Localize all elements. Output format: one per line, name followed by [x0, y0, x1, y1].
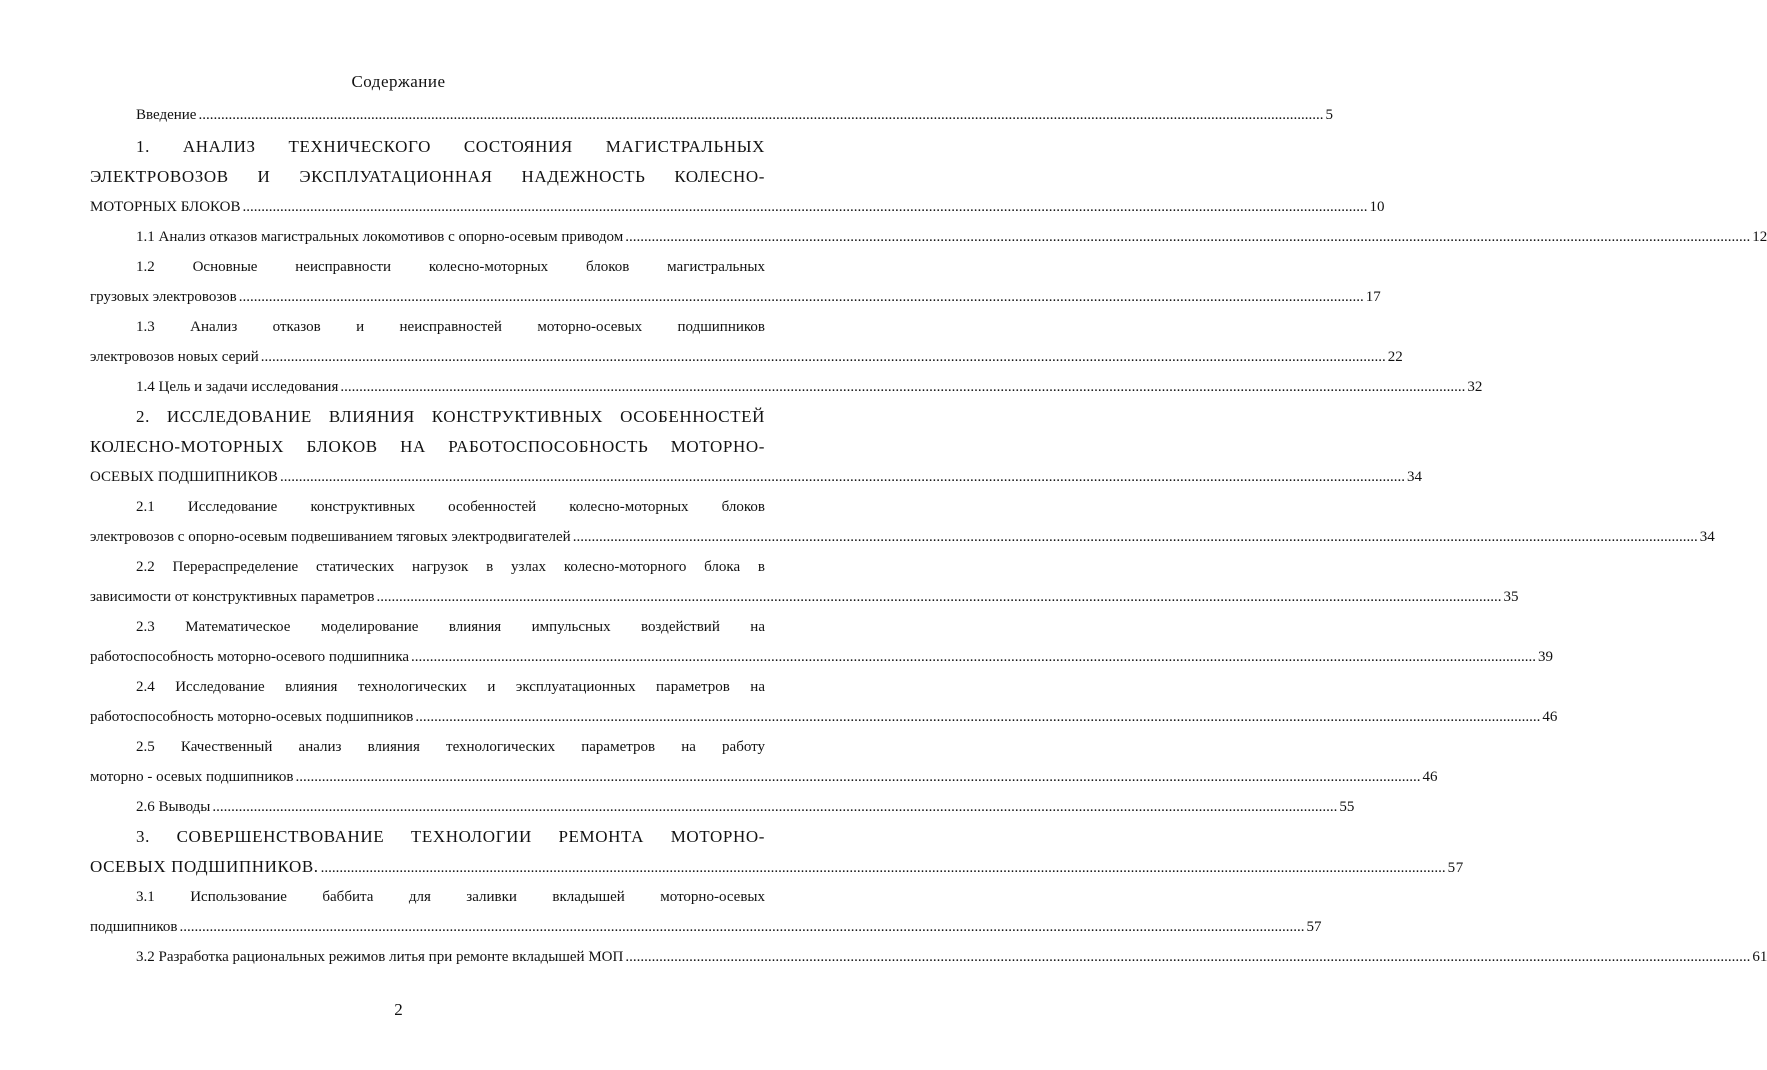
toc-entry-text: Введение	[136, 107, 197, 123]
toc-page-number: 46	[1422, 769, 1438, 785]
toc-entry-text: электровозов с опорно-осевым подвешиванием тяговых электродвигателей	[90, 529, 571, 545]
dot-leader: ............................................................................................................................................................................................................................................................................................................	[625, 949, 1751, 965]
dot-leader: ............................................................................................................................................................................................................................................................................................................	[415, 709, 1541, 725]
toc-entry-2-6	[90, 792, 1355, 822]
toc-page-number: 57	[1306, 919, 1322, 935]
toc-entry-text: МОТОРНЫХ БЛОКОВ	[90, 199, 241, 215]
dot-leader: ............................................................................................................................................................................................................................................................................................................	[238, 289, 1364, 305]
toc-page-number: 22	[1387, 349, 1403, 365]
toc-entry-introduction	[90, 100, 1333, 130]
toc-page-number: 34	[1699, 529, 1715, 545]
toc-entry-text: грузовых электровозов	[90, 289, 237, 305]
toc-entry-text: подшипников	[90, 919, 178, 935]
toc-entry-1-4	[90, 372, 1483, 402]
toc-page-number: 5	[1325, 107, 1333, 123]
toc-entry-text: моторно - осевых подшипников	[90, 769, 294, 785]
dot-leader: ............................................................................................................................................................................................................................................................................................................	[260, 349, 1386, 365]
toc-entry-text: зависимости от конструктивных параметров	[90, 589, 375, 605]
toc-entry-text: 2. ИССЛЕДОВАНИЕ ВЛИЯНИЯ КОНСТРУКТИВНЫХ ОСОБЕННОСТЕЙ	[136, 407, 765, 426]
toc-page-number: 61	[1752, 949, 1767, 965]
toc-entry-text: 2.1 Исследование конструктивных особенностей колесно-моторных блоков	[136, 499, 765, 515]
toc-entry-text: 2.5 Качественный анализ влияния технологических параметров на работу	[136, 739, 765, 755]
toc-page-number: 12	[1752, 229, 1767, 245]
toc-entry-1-3	[90, 312, 1403, 372]
dot-leader: ............................................................................................................................................................................................................................................................................................................	[625, 229, 1751, 245]
dot-leader: ............................................................................................................................................................................................................................................................................................................	[320, 860, 1446, 876]
toc-entry-chapter-3	[90, 822, 1464, 882]
toc-page-number: 39	[1538, 649, 1554, 665]
toc-page-number: 35	[1503, 589, 1519, 605]
toc-page-number: 57	[1447, 860, 1464, 876]
toc-entry-text: КОЛЕСНО-МОТОРНЫХ БЛОКОВ НА РАБОТОСПОСОБНОСТЬ МОТОРНО-	[90, 437, 765, 456]
toc-entry-text: 3. СОВЕРШЕНСТВОВАНИЕ ТЕХНОЛОГИИ РЕМОНТА МОТОРНО-	[136, 827, 765, 846]
dot-leader: ............................................................................................................................................................................................................................................................................................................	[212, 799, 1338, 815]
dot-leader: ............................................................................................................................................................................................................................................................................................................	[572, 529, 1698, 545]
toc-entry-2-2	[90, 552, 1519, 612]
toc-entry-text: 3.2 Разработка рациональных режимов литья при ремонте вкладышей МОП	[136, 949, 624, 965]
toc-entry-1-2	[90, 252, 1381, 312]
toc-entry-text: 3.1 Использование баббита для заливки вкладышей моторно-осевых	[136, 889, 765, 905]
toc-entry-text: ЭЛЕКТРОВОЗОВ И ЭКСПЛУАТАЦИОННАЯ НАДЕЖНОСТЬ КОЛЕСНО-	[90, 167, 765, 186]
dot-leader: ............................................................................................................................................................................................................................................................................................................	[376, 589, 1502, 605]
toc-entry-3-1	[90, 882, 1322, 942]
toc-entry-text: работоспособность моторно-осевых подшипников	[90, 709, 414, 725]
dot-leader: ............................................................................................................................................................................................................................................................................................................	[242, 199, 1368, 215]
table-of-contents	[90, 100, 1767, 972]
toc-entry-text: ОСЕВЫХ ПОДШИПНИКОВ.	[90, 857, 319, 876]
toc-entry-text: 2.4 Исследование влияния технологических и эксплуатационных параметров на	[136, 679, 765, 695]
page-title: Содержание	[351, 72, 446, 91]
toc-entry-text: ОСЕВЫХ ПОДШИПНИКОВ	[90, 469, 278, 485]
toc-entry-2-5	[90, 732, 1438, 792]
page-number: 2	[394, 1000, 403, 1019]
dot-leader: ............................................................................................................................................................................................................................................................................................................	[340, 379, 1466, 395]
toc-entry-3-2	[90, 942, 1767, 972]
dot-leader: ............................................................................................................................................................................................................................................................................................................	[411, 649, 1537, 665]
toc-entry-text: 2.6 Выводы	[136, 799, 211, 815]
toc-entry-chapter-2	[90, 402, 1422, 492]
dot-leader: ............................................................................................................................................................................................................................................................................................................	[279, 469, 1405, 485]
toc-entry-text: 2.3 Математическое моделирование влияния импульсных воздействий на	[136, 619, 765, 635]
toc-entry-text: 1.4 Цель и задачи исследования	[136, 379, 339, 395]
toc-entry-text: 1.1 Анализ отказов магистральных локомотивов с опорно-осевым приводом	[136, 229, 624, 245]
dot-leader: ............................................................................................................................................................................................................................................................................................................	[295, 769, 1421, 785]
toc-entry-chapter-1	[90, 132, 1385, 222]
toc-page-number: 32	[1467, 379, 1483, 395]
toc-entry-text: 2.2 Перераспределение статических нагрузок в узлах колесно-моторного блока в	[136, 559, 765, 575]
toc-entry-2-1	[90, 492, 1715, 552]
toc-page-number: 10	[1369, 199, 1385, 215]
toc-entry-2-3	[90, 612, 1554, 672]
toc-entry-text: 1. АНАЛИЗ ТЕХНИЧЕСКОГО СОСТОЯНИЯ МАГИСТРАЛЬНЫХ	[136, 137, 765, 156]
toc-page-number: 17	[1365, 289, 1381, 305]
toc-page-number: 34	[1406, 469, 1422, 485]
toc-page-number: 55	[1339, 799, 1355, 815]
dot-leader: ............................................................................................................................................................................................................................................................................................................	[198, 107, 1324, 123]
toc-page-number: 46	[1542, 709, 1558, 725]
toc-entry-text: 1.2 Основные неисправности колесно-моторных блоков магистральных	[136, 259, 765, 275]
toc-entry-text: работоспособность моторно-осевого подшипника	[90, 649, 410, 665]
toc-entry-2-4	[90, 672, 1558, 732]
toc-entry-1-1	[90, 222, 1767, 252]
dot-leader: ............................................................................................................................................................................................................................................................................................................	[179, 919, 1305, 935]
toc-entry-text: 1.3 Анализ отказов и неисправностей моторно-осевых подшипников	[136, 319, 765, 335]
toc-entry-text: электровозов новых серий	[90, 349, 259, 365]
